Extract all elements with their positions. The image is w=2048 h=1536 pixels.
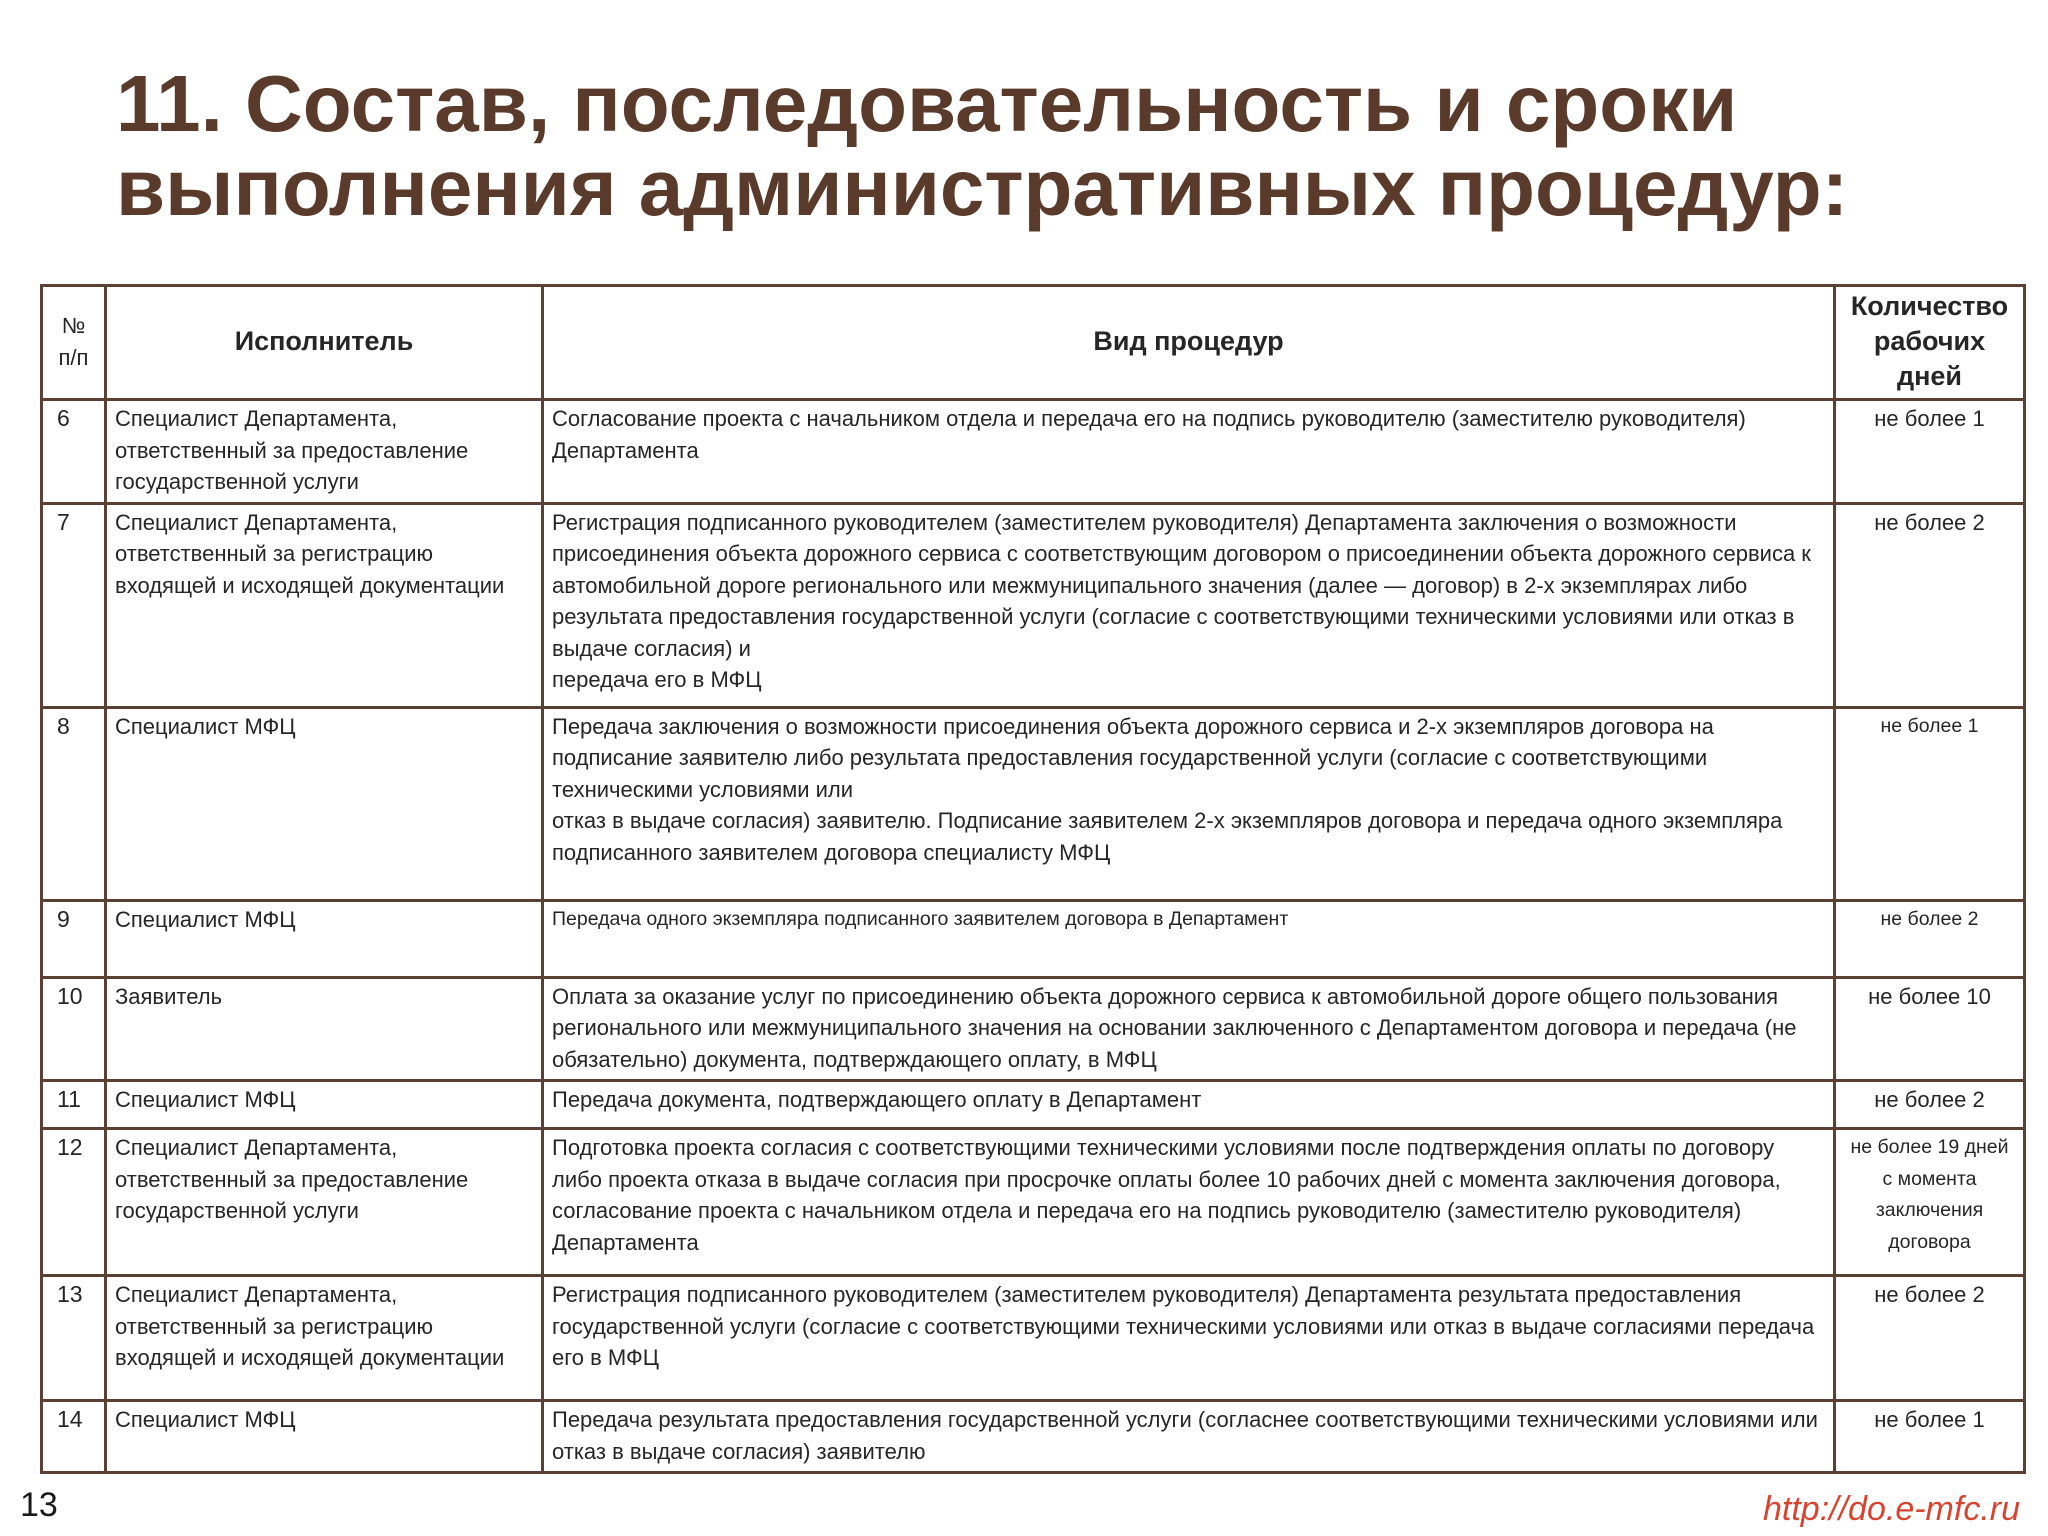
- table-row: [42, 1401, 2025, 1473]
- procedure-text: отказ в выдаче согласия) заявителю. Подписание заявителем 2-х экземпляров договора и передача одного экземпляра: [552, 808, 1783, 833]
- page-title-line-1: 11. Состав, последовательность и сроки: [116, 59, 1738, 148]
- row-days: не более 2: [1835, 503, 2025, 707]
- row-days: не более 19 дней с момента заключения договора: [1835, 1129, 2025, 1276]
- row-procedure: [543, 900, 1835, 977]
- row-procedure: [543, 707, 1835, 900]
- procedure-text: Регистрация подписанного руководителем (заместителем руководителя) Департамента заключения о возможности присоединения объекта дорожного сервиса с соответствующим договором о присоединении объекта дорожного сервиса к автомобильной дороге регионального или межмуниципального значения (далее — договор) в 2-х экземплярах либо результата предоставления государственной услуги (согласие с соответствующими техническими условиями или отказ в выдаче согласия) и: [552, 509, 1811, 661]
- procedure-text: Регистрация подписанного руководителем (заместителем руководителя) Департамента результата предоставления государственной услуги (согласие с соответствующими техническими условиями или отказ в выдаче согласиями передача его в МФЦ: [552, 1282, 1815, 1370]
- procedure-text: подписанного заявителем договора специалисту МФЦ: [552, 839, 1111, 865]
- row-executor: Заявитель: [106, 977, 543, 1081]
- table-row: [42, 1129, 2025, 1276]
- row-number: 11: [42, 1081, 106, 1129]
- row-number: 7: [42, 503, 106, 707]
- row-executor: Специалист МФЦ: [106, 707, 543, 900]
- procedure-text: Передача результата предоставления государственной услуги (согласнее соответствующими техническими условиями или отказ в выдаче согласия) заявителю: [552, 1407, 1818, 1464]
- row-procedure: [543, 1129, 1835, 1276]
- website-link[interactable]: http://do.e-mfc.ru: [1763, 1490, 2020, 1528]
- row-procedure: [543, 977, 1835, 1081]
- table-header-row: [42, 286, 2025, 400]
- row-days: не более 1: [1835, 707, 2025, 900]
- table-row: [42, 1276, 2025, 1401]
- procedures-table: [40, 284, 2026, 1474]
- procedure-text: Передача документа, подтверждающего оплату в Департамент: [552, 1087, 1202, 1112]
- table-row: [42, 1081, 2025, 1129]
- row-executor: Специалист Департамента, ответственный за регистрацию входящей и исходящей документации: [106, 1276, 543, 1401]
- procedure-text: Передача заключения о возможности присоединения объекта дорожного сервиса и 2-х экземпляров договора на подписание заявителю либо результата предоставления государственной услуги (согласие с соответствующими техническими условиями или: [552, 713, 1714, 802]
- page-number: 13: [20, 1486, 58, 1524]
- row-executor: Специалист МФЦ: [106, 1401, 543, 1473]
- header-days-line: дней: [1896, 361, 1963, 391]
- header-number-line: №: [61, 312, 86, 338]
- row-days: не более 2: [1835, 1276, 2025, 1401]
- header-days: [1835, 286, 2025, 400]
- procedure-text: Согласование проекта с начальником отдела и передача его на подпись руководителю (заместителю руководителя) Департамента: [552, 406, 1746, 463]
- row-procedure: [543, 1081, 1835, 1129]
- header-procedure: Вид процедур: [543, 286, 1835, 400]
- row-executor: Специалист Департамента, ответственный за регистрацию входящей и исходящей документации: [106, 503, 543, 707]
- procedure-text: Подготовка проекта согласия с соответствующими техническими условиями после подтверждения оплаты по договору либо проекта отказа в выдаче согласия при просрочке оплаты более 10 рабочих дней с момента заключения договора, согласование проекта с начальником отдела и передача его на подпись руководителю (заместителю руководителя) Департамента: [552, 1135, 1781, 1255]
- row-executor: Специалист МФЦ: [106, 900, 543, 977]
- table-row: [42, 400, 2025, 504]
- row-number: 6: [42, 400, 106, 504]
- procedure-text: передача его в МФЦ: [552, 667, 762, 692]
- table-row: [42, 977, 2025, 1081]
- row-procedure: [543, 400, 1835, 504]
- row-number: 9: [42, 900, 106, 977]
- procedure-text: Оплата за оказание услуг по присоединению объекта дорожного сервиса к автомобильной дороге общего пользования регионального или межмуниципального значения на основании заключенного с Департаментом договора и передача (не обязательно) документа, подтверждающего оплату, в МФЦ: [552, 983, 1797, 1072]
- table-row: [42, 900, 2025, 977]
- row-number: 8: [42, 707, 106, 900]
- header-number: [42, 286, 106, 400]
- row-executor: Специалист Департамента, ответственный за предоставление государственной услуги: [106, 400, 543, 504]
- header-days-line: Количество: [1850, 291, 2009, 321]
- row-days: не более 10: [1835, 977, 2025, 1081]
- header-executor: Исполнитель: [106, 286, 543, 400]
- row-procedure: [543, 1401, 1835, 1473]
- row-executor: Специалист МФЦ: [106, 1081, 543, 1129]
- row-procedure: [543, 1276, 1835, 1401]
- header-days-line: рабочих: [1873, 326, 1986, 356]
- table-row: [42, 707, 2025, 900]
- row-number: 12: [42, 1129, 106, 1276]
- row-days: не более 1: [1835, 1401, 2025, 1473]
- row-number: 10: [42, 977, 106, 1081]
- row-number: 13: [42, 1276, 106, 1401]
- page-title: [116, 59, 1996, 232]
- row-days: не более 2: [1835, 1081, 2025, 1129]
- row-days: не более 2: [1835, 900, 2025, 977]
- row-executor: Специалист Департамента, ответственный за предоставление государственной услуги: [106, 1129, 543, 1276]
- row-number: 14: [42, 1401, 106, 1473]
- row-procedure: [543, 503, 1835, 707]
- page-title-line-2: выполнения административных процедур:: [116, 143, 1849, 232]
- row-days: не более 1: [1835, 400, 2025, 504]
- table-row: [42, 503, 2025, 707]
- procedure-text: Передача одного экземпляра подписанного заявителем договора в Департамент: [552, 907, 1289, 930]
- header-number-line: п/п: [58, 344, 89, 370]
